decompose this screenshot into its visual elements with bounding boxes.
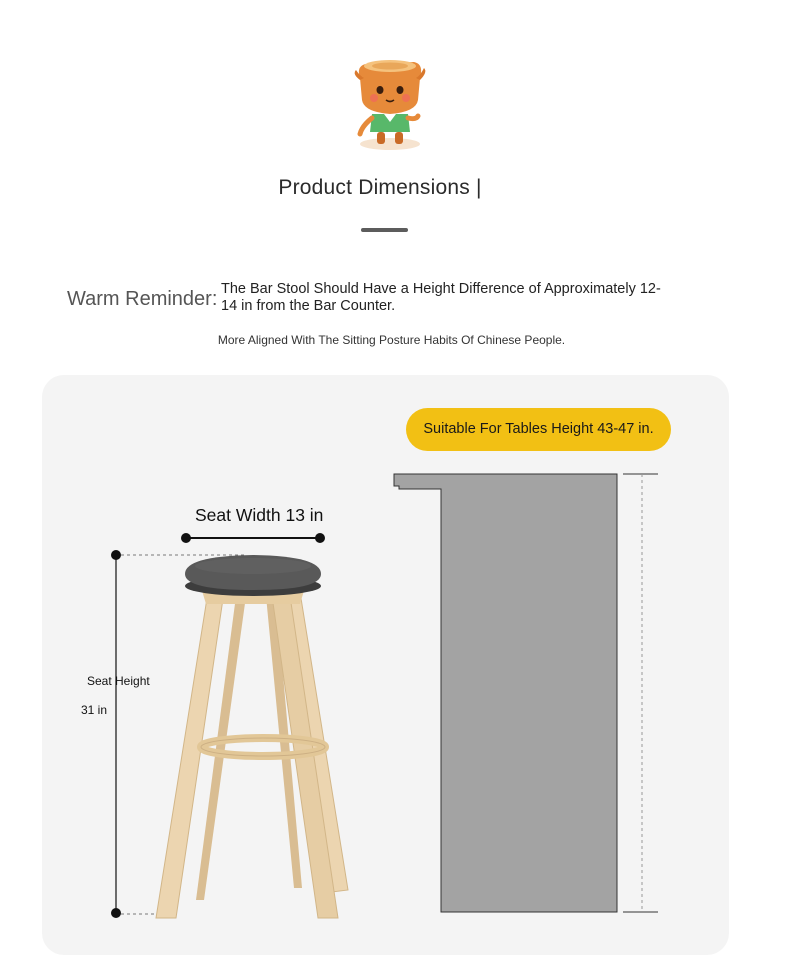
reminder-label: Warm Reminder:	[67, 288, 218, 310]
table-height-badge: Suitable For Tables Height 43-47 in.	[406, 408, 671, 451]
seat-height-top-dot	[111, 550, 121, 560]
seat-width-label: Seat Width 13 in	[195, 505, 324, 525]
bar-counter-shape	[394, 474, 617, 912]
seat-width-left-dot	[181, 533, 191, 543]
bar-stool-illustration	[156, 555, 348, 918]
page-title: Product Dimensions |	[278, 176, 482, 199]
posture-note: More Aligned With The Sitting Posture Habits Of Chinese People.	[217, 333, 566, 347]
seat-height-bottom-dot	[111, 908, 121, 918]
seat-height-value: 31 in	[81, 703, 108, 717]
seat-width-right-dot	[315, 533, 325, 543]
reminder-text: The Bar Stool Should Have a Height Difference of Approximately 12-14 in from the Bar Counter.	[221, 281, 661, 314]
seat-height-label: Seat Height	[87, 674, 150, 688]
